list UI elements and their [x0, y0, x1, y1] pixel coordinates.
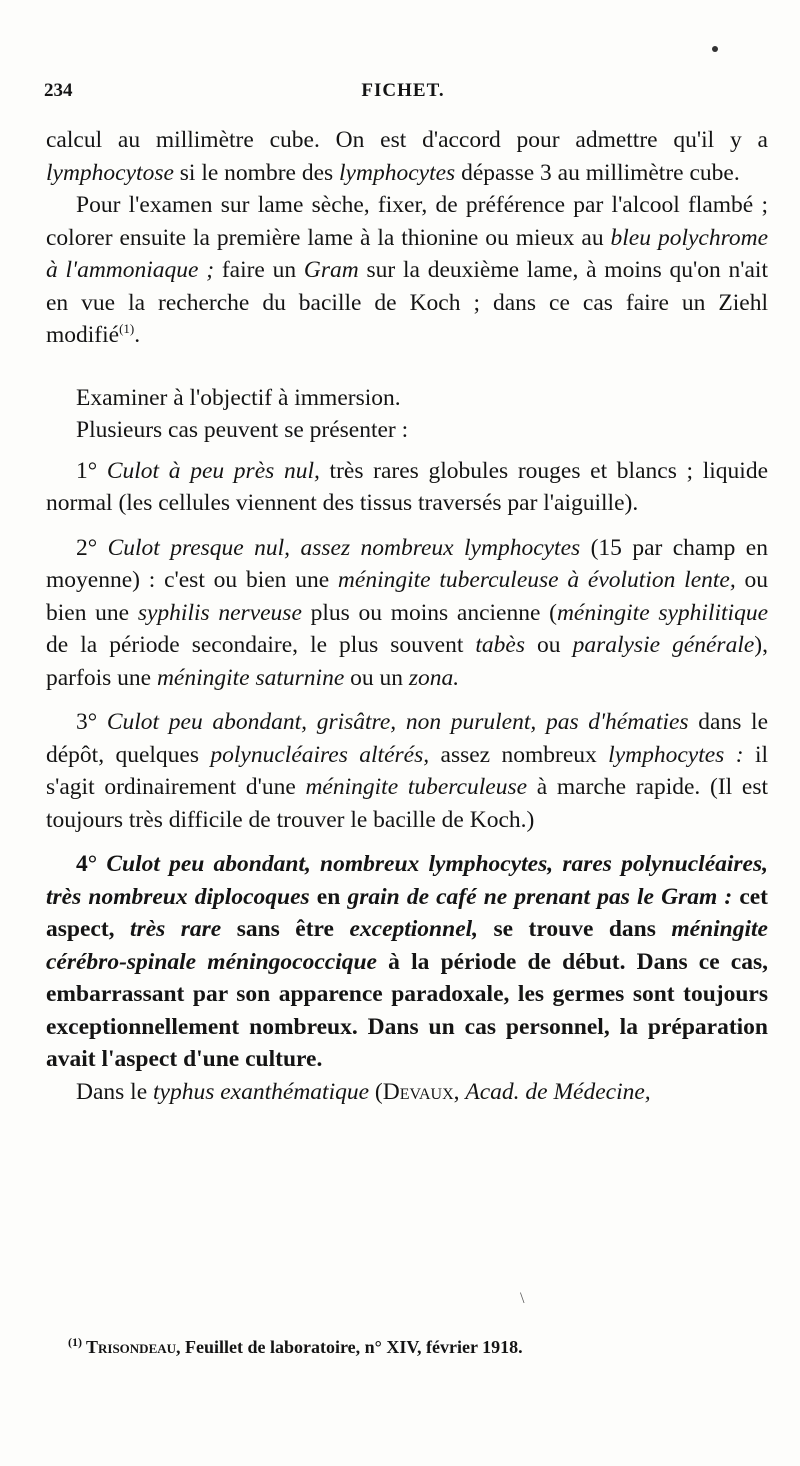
- text-run: faire un: [214, 257, 304, 283]
- paragraph-cas-3: [46, 706, 768, 836]
- italic-run: syphilis nerveuse: [137, 599, 302, 626]
- page-number: 234: [44, 80, 73, 101]
- paragraph-examen-lame: [46, 189, 768, 352]
- footnote-ref: (1): [119, 321, 135, 337]
- italic-run: Culot peu abondant, grisâtre, non purulent, pas d'hématies: [106, 709, 689, 735]
- italic-run: Acad. de Médecine,: [465, 1078, 651, 1105]
- italic-run: polynucléaires altérés,: [210, 741, 430, 768]
- page-header: [44, 80, 762, 110]
- text-run: si le nombre des: [173, 159, 340, 186]
- italic-run: méningite cérébro-spinale méningococcique: [46, 916, 768, 975]
- italic-run: très rare: [130, 916, 222, 942]
- text-run: ,: [453, 1078, 466, 1105]
- stray-mark: \: [520, 1290, 525, 1307]
- italic-run: paralysie générale: [572, 632, 755, 658]
- text-run: sans être: [221, 916, 350, 942]
- text-run: cet aspect,: [46, 883, 769, 942]
- text-run: plus ou moins ancienne (: [301, 599, 557, 626]
- italic-run: méningite syphilitique: [556, 599, 768, 626]
- text-run: Dans le: [76, 1078, 154, 1105]
- text-run: à marche rapide. (Il est toujours très difficile de trouver le bacille de Koch.): [46, 774, 768, 833]
- italic-run: Gram: [303, 257, 359, 283]
- text-run: ou un: [344, 664, 409, 691]
- running-head: FICHET.: [361, 80, 445, 101]
- paragraph-typhus: [46, 1076, 768, 1109]
- text-run: (: [369, 1078, 383, 1105]
- text-run: 1°: [76, 457, 107, 484]
- italic-run: zona.: [408, 664, 460, 691]
- smallcaps-run: Devaux: [382, 1078, 454, 1105]
- footnote-text: , Feuillet de laboratoire, n° XIV, février 1918.: [176, 1337, 523, 1357]
- italic-run: lymphocytes :: [608, 741, 744, 768]
- text-run: dans le dépôt, quelques: [46, 709, 768, 768]
- page-body: [46, 124, 768, 1108]
- italic-run: lymphocytes: [339, 159, 456, 186]
- text-run: Examiner à l'objectif à immersion.: [76, 384, 401, 411]
- text-run: se trouve dans: [478, 916, 672, 942]
- text-run: de la période secondaire, le plus souvent: [46, 632, 476, 658]
- paragraph-cas-1: [46, 455, 768, 520]
- italic-run: grain de café ne prenant pas le Gram :: [347, 883, 733, 910]
- text-run: ou bien une: [46, 567, 769, 626]
- italic-run: typhus exanthématique: [153, 1078, 370, 1105]
- ink-speck: [712, 46, 718, 52]
- italic-run: méningite saturnine: [156, 664, 345, 691]
- text-run: 4°: [76, 851, 107, 877]
- text-run: en: [309, 883, 348, 910]
- text-run: ou: [525, 632, 573, 658]
- text-run: Pour l'examen sur lame sèche, fixer, de préférence par l'alcool flambé ; colorer ensuite la première lame à la thionine ou mieux au: [46, 192, 768, 251]
- italic-run: Culot presque nul, assez nombreux lymphocytes: [107, 534, 581, 561]
- text-run: très rares globules rouges et blancs ; liquide normal (les cellules viennent des tissus traversés par l'aiguille).: [46, 457, 769, 516]
- text-run: sur la deuxième lame, à moins qu'on n'ait en vue la recherche du bacille de Koch ; dans ce cas faire un Ziehl modifié: [46, 257, 768, 348]
- text-run: 2°: [76, 534, 108, 561]
- paragraph-plusieurs-cas: [46, 414, 768, 447]
- footnote-mark: (1): [68, 1335, 82, 1349]
- italic-run: bleu polychrome à l'ammoniaque ;: [46, 224, 769, 283]
- paragraph-cas-4: [46, 848, 768, 1076]
- paragraph-cas-2: [46, 532, 768, 695]
- text-run: Plusieurs cas peuvent se présenter :: [76, 417, 409, 443]
- text-run: assez nombreux: [429, 741, 609, 768]
- text-run: dépasse 3 au millimètre cube.: [455, 159, 740, 186]
- italic-run: exceptionnel,: [349, 916, 479, 942]
- text-run: .: [134, 322, 141, 348]
- footnote-author: Trisondeau: [86, 1337, 177, 1357]
- italic-run: Culot peu abondant, nombreux lymphocytes, rares polynucléaires, très nombreux diplocoques: [46, 851, 769, 910]
- italic-run: tabès: [475, 632, 526, 658]
- text-run: il s'agit ordinairement d'une: [46, 741, 768, 800]
- text-run: à la période de début. Dans ce cas, embarrassant par son apparence paradoxale, les germes sont toujours exceptionnellement nombreux. Dans un cas personnel, la préparation avait l'aspect d'une culture.: [46, 948, 769, 1072]
- italic-run: méningite tuberculeuse à évolution lente,: [337, 567, 736, 593]
- italic-run: méningite tuberculeuse: [305, 774, 528, 800]
- paragraph-lymphocytose: [46, 124, 768, 189]
- text-run: ), parfois une: [46, 632, 768, 691]
- italic-run: Culot à peu près nul,: [106, 457, 320, 484]
- footnote: [68, 1330, 758, 1359]
- text-run: 3°: [76, 709, 107, 735]
- paragraph-examiner: [46, 382, 768, 415]
- text-run: calcul au millimètre cube. On est d'accord pour admettre qu'il y a: [46, 127, 768, 153]
- italic-run: lymphocytose: [46, 159, 174, 186]
- text-run: (15 par champ en moyenne) : c'est ou bien une: [46, 534, 768, 593]
